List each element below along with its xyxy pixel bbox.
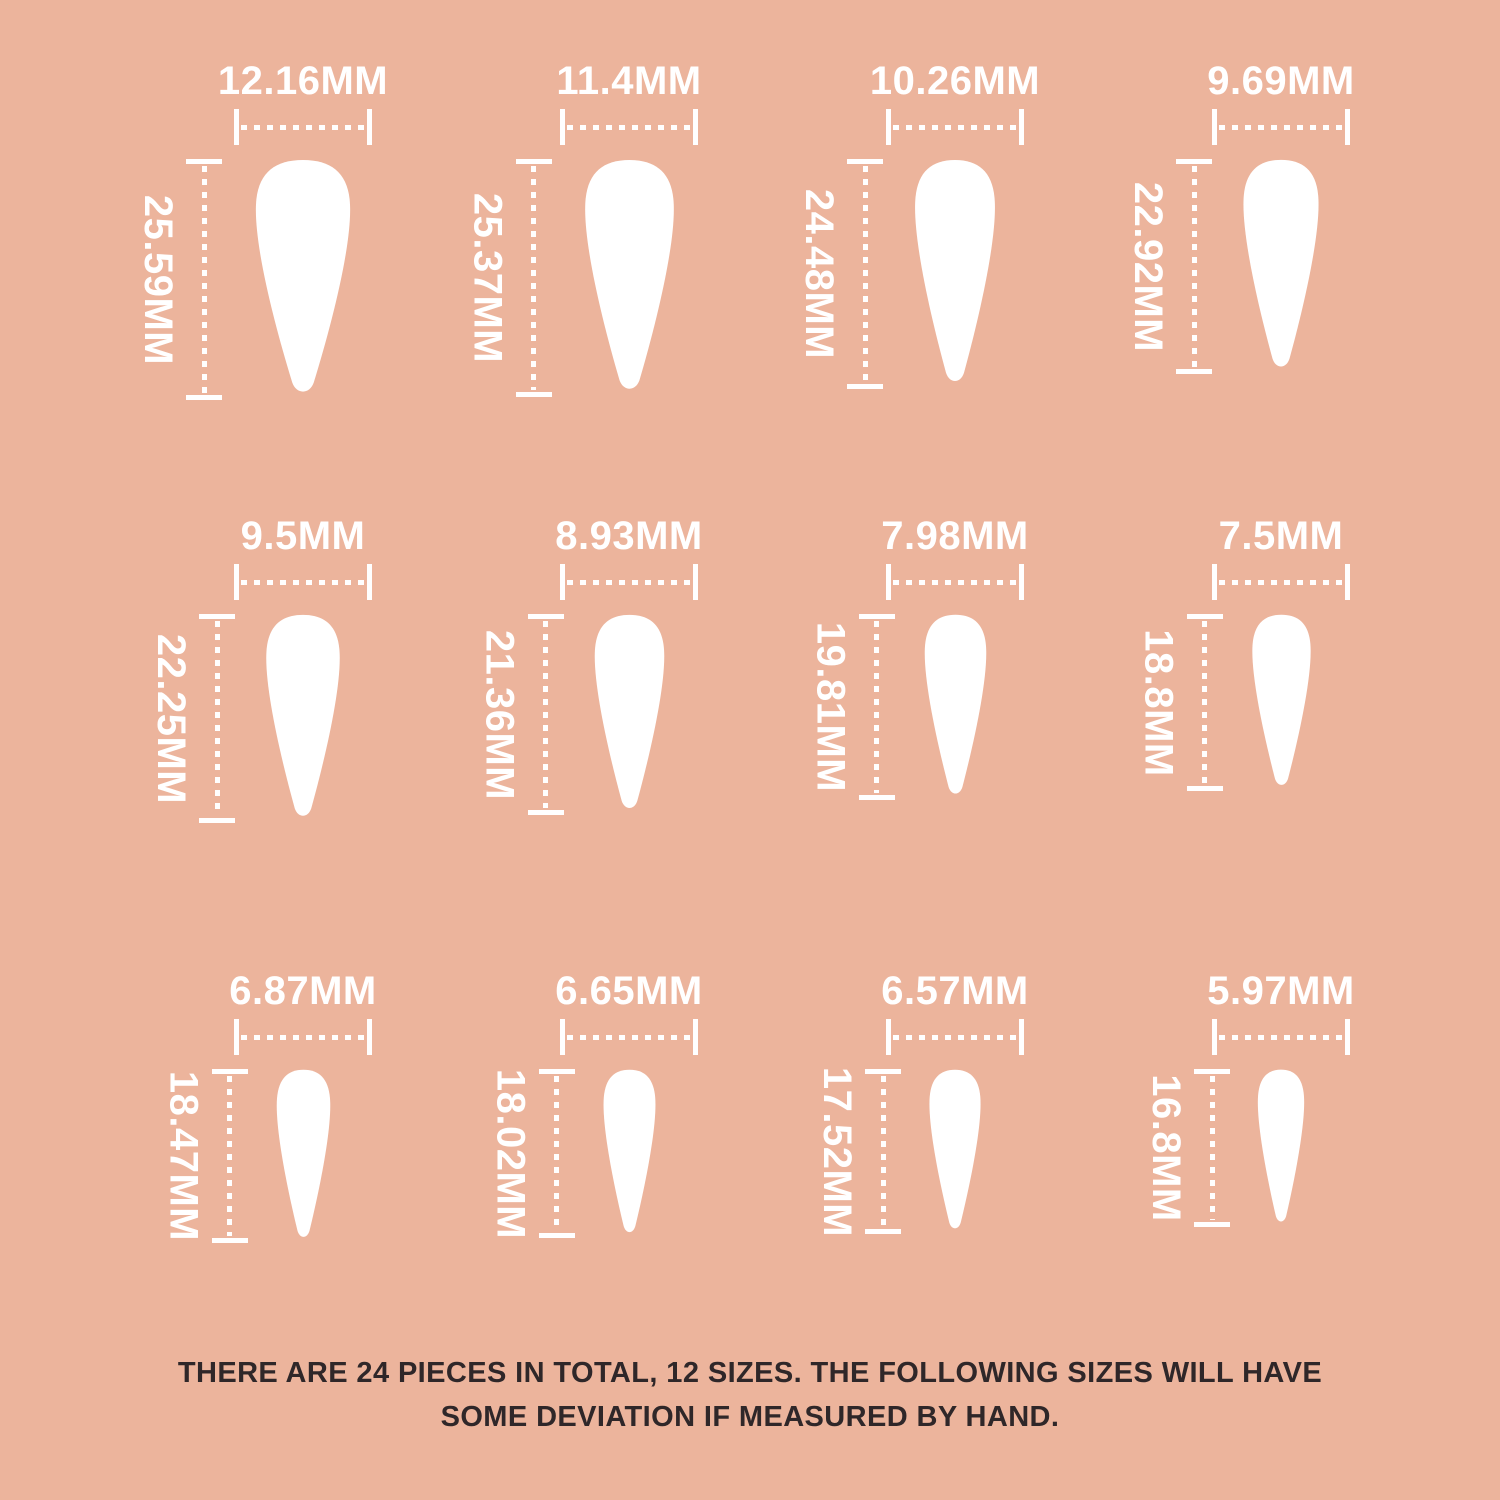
ruler-dashed-line (543, 621, 548, 808)
ruler-dashed-line (893, 125, 1017, 130)
nail-width-label: 7.98MM (881, 513, 1029, 558)
nail-size-cell (792, 55, 1118, 510)
ruler-endcap-icon (367, 564, 372, 600)
ruler-endcap-icon (693, 564, 698, 600)
width-measure-ruler (560, 1019, 698, 1055)
ruler-endcap-icon (1345, 109, 1350, 145)
nail-figure (1144, 1069, 1310, 1227)
ruler-endcap-icon (1212, 109, 1217, 145)
ruler-dashed-line (881, 1076, 886, 1227)
ruler-endcap-icon (212, 1238, 248, 1243)
nail-length-label: 25.37MM (465, 192, 510, 364)
nail-length-label: 17.52MM (815, 1066, 859, 1237)
ruler-endcap-icon (539, 1233, 575, 1238)
ruler-dashed-line (241, 1035, 365, 1040)
length-measure-ruler (212, 1069, 248, 1243)
ruler-endcap-icon (560, 1019, 565, 1055)
nail-width-label: 11.4MM (556, 58, 702, 103)
ruler-endcap-icon (1212, 1019, 1217, 1055)
nail-silhouette (597, 1069, 662, 1238)
nail-figure (149, 614, 349, 823)
nail-figure (465, 159, 685, 397)
length-measure-ruler (539, 1069, 575, 1238)
nail-figure (1126, 159, 1328, 374)
nail-figure (808, 614, 994, 800)
ruler-endcap-icon (186, 159, 222, 164)
nail-size-cell (792, 510, 1118, 965)
ruler-endcap-icon (859, 614, 895, 619)
nail-figure (797, 159, 1005, 389)
width-measure-ruler (234, 564, 372, 600)
nail-length-label: 19.81MM (808, 621, 853, 793)
length-measure-ruler (186, 159, 222, 400)
ruler-endcap-icon (1019, 109, 1024, 145)
ruler-endcap-icon (886, 109, 891, 145)
ruler-endcap-icon (539, 1069, 575, 1074)
nail-silhouette (1234, 159, 1328, 374)
nail-size-cell (1118, 510, 1444, 965)
ruler-dashed-line (874, 621, 879, 793)
ruler-dashed-line (241, 125, 365, 130)
nail-length-label: 18.02MM (488, 1068, 533, 1239)
length-measure-ruler (528, 614, 564, 815)
ruler-dashed-line (227, 1076, 232, 1236)
ruler-dashed-line (1219, 125, 1343, 130)
ruler-endcap-icon (367, 1019, 372, 1055)
ruler-endcap-icon (693, 109, 698, 145)
nail-width-label: 6.87MM (229, 968, 377, 1013)
length-measure-ruler (865, 1069, 901, 1234)
nail-length-label: 21.36MM (477, 629, 522, 800)
nail-figure (488, 1068, 662, 1239)
length-measure-ruler (859, 614, 895, 800)
ruler-endcap-icon (186, 395, 222, 400)
ruler-endcap-icon (212, 1069, 248, 1074)
ruler-dashed-line (1219, 580, 1343, 585)
ruler-dashed-line (215, 621, 220, 816)
nail-width-label: 6.57MM (881, 968, 1029, 1013)
length-measure-ruler (516, 159, 552, 397)
ruler-dashed-line (893, 1035, 1017, 1040)
length-measure-ruler (1187, 614, 1223, 791)
width-measure-ruler (560, 109, 698, 145)
nail-width-label: 8.93MM (555, 513, 703, 558)
nail-length-label: 16.8MM (1144, 1074, 1188, 1222)
ruler-endcap-icon (516, 392, 552, 397)
ruler-endcap-icon (1212, 564, 1217, 600)
nail-length-label: 18.47MM (161, 1070, 206, 1242)
ruler-endcap-icon (234, 564, 239, 600)
ruler-endcap-icon (560, 564, 565, 600)
nail-width-label: 9.5MM (240, 513, 366, 558)
width-measure-ruler (1212, 564, 1350, 600)
nail-figure (815, 1066, 987, 1237)
nail-silhouette (1245, 614, 1318, 791)
ruler-endcap-icon (560, 109, 565, 145)
ruler-dashed-line (1192, 166, 1197, 367)
ruler-endcap-icon (1187, 786, 1223, 791)
nail-size-cell (140, 510, 466, 965)
ruler-dashed-line (863, 166, 868, 382)
ruler-dashed-line (1219, 1035, 1343, 1040)
ruler-endcap-icon (886, 1019, 891, 1055)
ruler-endcap-icon (1187, 614, 1223, 619)
ruler-endcap-icon (1019, 564, 1024, 600)
nail-length-label: 24.48MM (797, 188, 841, 360)
ruler-endcap-icon (199, 818, 235, 823)
nail-silhouette (1252, 1069, 1310, 1227)
ruler-dashed-line (567, 125, 691, 130)
ruler-endcap-icon (865, 1069, 901, 1074)
ruler-endcap-icon (847, 384, 883, 389)
ruler-endcap-icon (847, 159, 883, 164)
nail-width-label: 10.26MM (869, 58, 1041, 103)
ruler-endcap-icon (1176, 369, 1212, 374)
ruler-endcap-icon (886, 564, 891, 600)
ruler-endcap-icon (859, 795, 895, 800)
ruler-endcap-icon (234, 109, 239, 145)
ruler-endcap-icon (516, 159, 552, 164)
ruler-dashed-line (1202, 621, 1207, 784)
ruler-dashed-line (554, 1076, 559, 1231)
nail-silhouette (244, 159, 362, 400)
nail-silhouette (905, 159, 1005, 389)
width-measure-ruler (560, 564, 698, 600)
nail-figure (477, 614, 673, 815)
ruler-endcap-icon (199, 614, 235, 619)
nail-size-grid (136, 55, 1444, 1420)
ruler-endcap-icon (1345, 1019, 1350, 1055)
width-measure-ruler (1212, 1019, 1350, 1055)
ruler-dashed-line (1210, 1076, 1215, 1220)
width-measure-ruler (886, 564, 1024, 600)
nail-figure (161, 1069, 337, 1243)
nail-size-cell (466, 510, 792, 965)
nail-length-label: 22.25MM (149, 633, 193, 804)
nail-silhouette (923, 1069, 987, 1234)
ruler-endcap-icon (1194, 1069, 1230, 1074)
ruler-endcap-icon (1019, 1019, 1024, 1055)
nail-silhouette (257, 614, 349, 823)
length-measure-ruler (1176, 159, 1212, 374)
ruler-dashed-line (567, 1035, 691, 1040)
width-measure-ruler (234, 1019, 372, 1055)
length-measure-ruler (1194, 1069, 1230, 1227)
ruler-dashed-line (567, 580, 691, 585)
nail-width-label: 5.97MM (1207, 968, 1355, 1013)
nail-size-cell (136, 55, 466, 510)
nail-width-label: 7.5MM (1218, 513, 1344, 558)
width-measure-ruler (1212, 109, 1350, 145)
width-measure-ruler (886, 1019, 1024, 1055)
ruler-endcap-icon (1345, 564, 1350, 600)
ruler-endcap-icon (693, 1019, 698, 1055)
width-measure-ruler (234, 109, 372, 145)
ruler-endcap-icon (865, 1229, 901, 1234)
total-pieces-note: THERE ARE 24 PIECES IN TOTAL, 12 SIZES. THE FOLLOWING SIZES WILL HAVE SOME DEVIATION IF MEASURED BY HAND. (177, 1357, 1323, 1433)
nail-silhouette (574, 159, 685, 397)
nail-size-cell (1118, 55, 1444, 510)
ruler-dashed-line (531, 166, 536, 390)
ruler-endcap-icon (1176, 159, 1212, 164)
nail-width-label: 9.69MM (1207, 58, 1355, 103)
length-measure-ruler (199, 614, 235, 823)
ruler-endcap-icon (528, 614, 564, 619)
ruler-endcap-icon (234, 1019, 239, 1055)
ruler-dashed-line (241, 580, 365, 585)
nail-length-label: 25.59MM (136, 194, 180, 365)
nail-size-cell (466, 55, 792, 510)
nail-width-label: 12.16MM (217, 58, 389, 103)
nail-width-label: 6.65MM (555, 968, 703, 1013)
nail-silhouette (917, 614, 994, 800)
nail-length-label: 18.8MM (1136, 628, 1181, 777)
ruler-dashed-line (202, 166, 207, 393)
ruler-endcap-icon (528, 810, 564, 815)
nail-figure (1136, 614, 1318, 791)
nail-silhouette (586, 614, 673, 815)
nail-length-label: 22.92MM (1126, 181, 1170, 352)
length-measure-ruler (847, 159, 883, 389)
ruler-endcap-icon (1194, 1222, 1230, 1227)
nail-figure (136, 159, 362, 400)
ruler-dashed-line (893, 580, 1017, 585)
ruler-endcap-icon (367, 109, 372, 145)
width-measure-ruler (886, 109, 1024, 145)
nail-silhouette (270, 1069, 337, 1243)
